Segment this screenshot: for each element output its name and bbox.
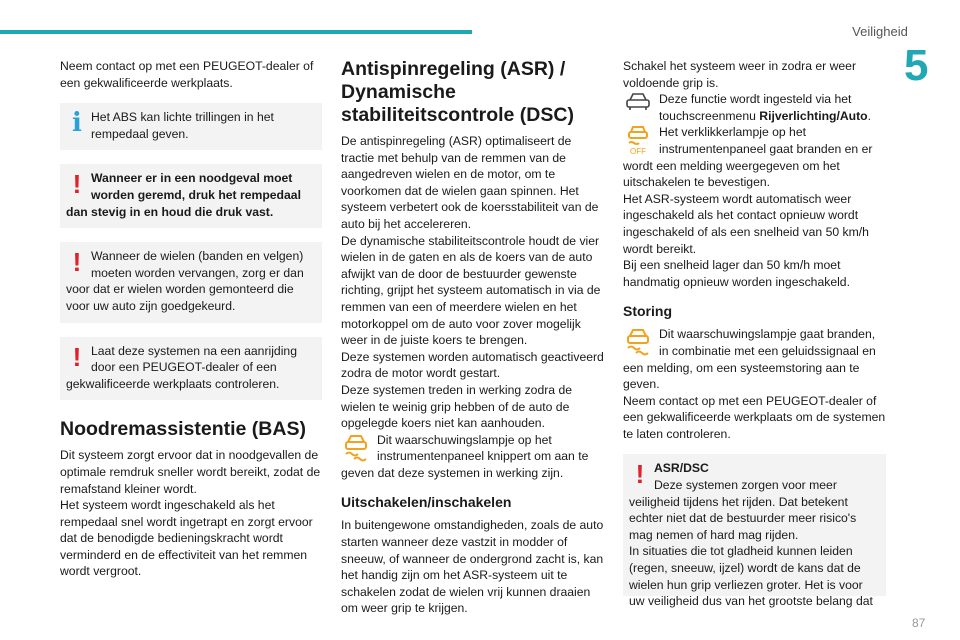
warning-icon: ! — [72, 341, 82, 372]
column-2 — [341, 58, 605, 617]
storing-lamp-line — [623, 326, 886, 392]
skid-lamp-icon — [341, 432, 371, 464]
info-icon: i — [72, 108, 82, 139]
off-label: OFF — [630, 147, 646, 157]
warning-note — [60, 337, 322, 401]
section-heading: Noodremassistentie (BAS) — [60, 418, 306, 441]
section-title: Veiligheid — [852, 24, 908, 39]
note-text: Wanneer de wielen (banden en velgen) moeten worden vervangen, zorg er dan voor dat er wielen worden gemonteerd die voor uw auto zijn goedgekeurd. — [66, 249, 304, 313]
column-3 — [623, 58, 886, 610]
warning-note — [60, 164, 322, 228]
menu-name: Rijverlichting/Auto — [759, 108, 868, 123]
page-number: 87 — [912, 616, 926, 630]
paragraph: In buitengewone omstandigheden, zoals de auto starten wanneer deze vastzit in modder of sneeuw, of wanneer de ondergrond zacht is, kan het handig zijn om het ASR-systeem uit te schakelen zodat de wielen vrij kunnen draaien om weer grip te krijgen. — [341, 518, 604, 616]
paragraph: Het ASR-systeem wordt automatisch weer ingeschakeld als het contact opnieuw wordt ingeschakeld of als een snelheid van 50 km/h wordt bereikt. Bij een snelheid lager dan 50 km/h moet handmatig opnieuw worden ingeschakeld. — [623, 191, 869, 289]
subheading: Uitschakelen/inschakelen — [341, 494, 512, 511]
header-accent-bar — [0, 30, 472, 34]
note-title: ASR/DSC — [654, 461, 709, 476]
note-text: Het ABS kan lichte trillingen in het rempedaal geven. — [91, 110, 274, 141]
chapter-number: 5 — [904, 41, 929, 90]
warning-note — [623, 454, 886, 609]
paragraph: Dit systeem zorgt ervoor dat in noodgevallen de optimale remdruk sneller wordt bereikt, zodat de remafstand kleiner wordt. Het systeem wordt ingeschakeld als het rempedaal snel wordt ingetrapt en zorgt ervoor dat de benodigde bedieningskracht wordt verminderd en de effectiviteit van het remmen wordt vergroot. — [60, 448, 321, 579]
section-heading: Antispinregeling (ASR) / Dynamische stabiliteitscontrole (DSC) — [341, 58, 574, 126]
off-lamp-line — [623, 124, 886, 190]
car-icon — [623, 91, 653, 113]
warning-icon: ! — [635, 459, 645, 490]
paragraph: De antispinregeling (ASR) optimaliseert de tractie met behulp van de remmen van de aangedreven wielen en de motor, om te voorkomen dat de wielen gaan spinnen. Het systeem verbetert ook de koersstabiliteit van de auto bij het accelereren. De dynamische stabiliteitscontrole houdt de vier wielen in de gaten en als de koers van de auto afwijkt van de door de bestuurder gewenste richting, grijpt het systeem automatisch in via de remmen van een of meerdere wielen en het motorkoppel om de auto voor zover mogelijk weer in de juiste koers te brengen. Deze systemen worden automatisch geactiveerd zodra de motor wordt gestart. Deze systemen treden in werking zodra de wielen te weinig grip hebben of de auto de opgelegde koers niet kan aanhouden. — [341, 134, 604, 431]
text: Het verklikkerlampje op het instrumentenpaneel gaat branden en er wordt een melding weergegeven om het uitschakelen te bevestigen. — [623, 125, 873, 190]
warning-icon: ! — [72, 247, 82, 278]
paragraph: Schakel het systeem weer in zodra er weer voldoende grip is. — [623, 59, 857, 90]
lamp-text: Dit waarschuwingslampje op het instrumentenpaneel knippert om aan te geven dat deze systemen in werking zijn. — [341, 432, 589, 480]
subheading: Storing — [623, 303, 672, 320]
note-text: Deze systemen zorgen voor meer veiligheid tijdens het rijden. Dat betekent echter niet dat de bestuurder meer risico's mag nemen of hard mag rijden. In situaties die tot gladheid kunnen leiden (regen, sneeuw, ijzel) wordt de kans dat de wielen hun grip verliezen groter. Het is voor uw veiligheid dus van het grootste belang dat — [629, 478, 873, 609]
text: Dit waarschuwingslampje gaat branden, in combinatie met een geluidssignaal en een melding, om een systeemstoring aan te geven. — [623, 327, 876, 392]
skid-lamp-icon — [623, 326, 653, 358]
note-text: Laat deze systemen na een aanrijding door een PEUGEOT-dealer of een gekwalificeerde werkplaats controleren. — [66, 343, 297, 391]
warning-icon: ! — [72, 169, 82, 200]
info-note — [60, 103, 322, 150]
skid-off-icon — [623, 124, 653, 156]
paragraph: Neem contact op met een PEUGEOT-dealer of een gekwalificeerde werkplaats om de systemen te laten controleren. — [623, 393, 886, 441]
lamp-line — [341, 432, 605, 482]
column-1 — [60, 58, 322, 580]
touchscreen-line — [623, 91, 886, 124]
text: . — [867, 108, 872, 123]
paragraph: Neem contact op met een PEUGEOT-dealer of een gekwalificeerde werkplaats. — [60, 59, 314, 90]
warning-note — [60, 242, 322, 322]
text: Deze functie wordt ingesteld via het touchscreenmenu — [659, 92, 852, 123]
note-text: Wanneer er in een noodgeval moet worden geremd, druk het rempedaal dan stevig in en houd die druk vast. — [66, 171, 301, 219]
